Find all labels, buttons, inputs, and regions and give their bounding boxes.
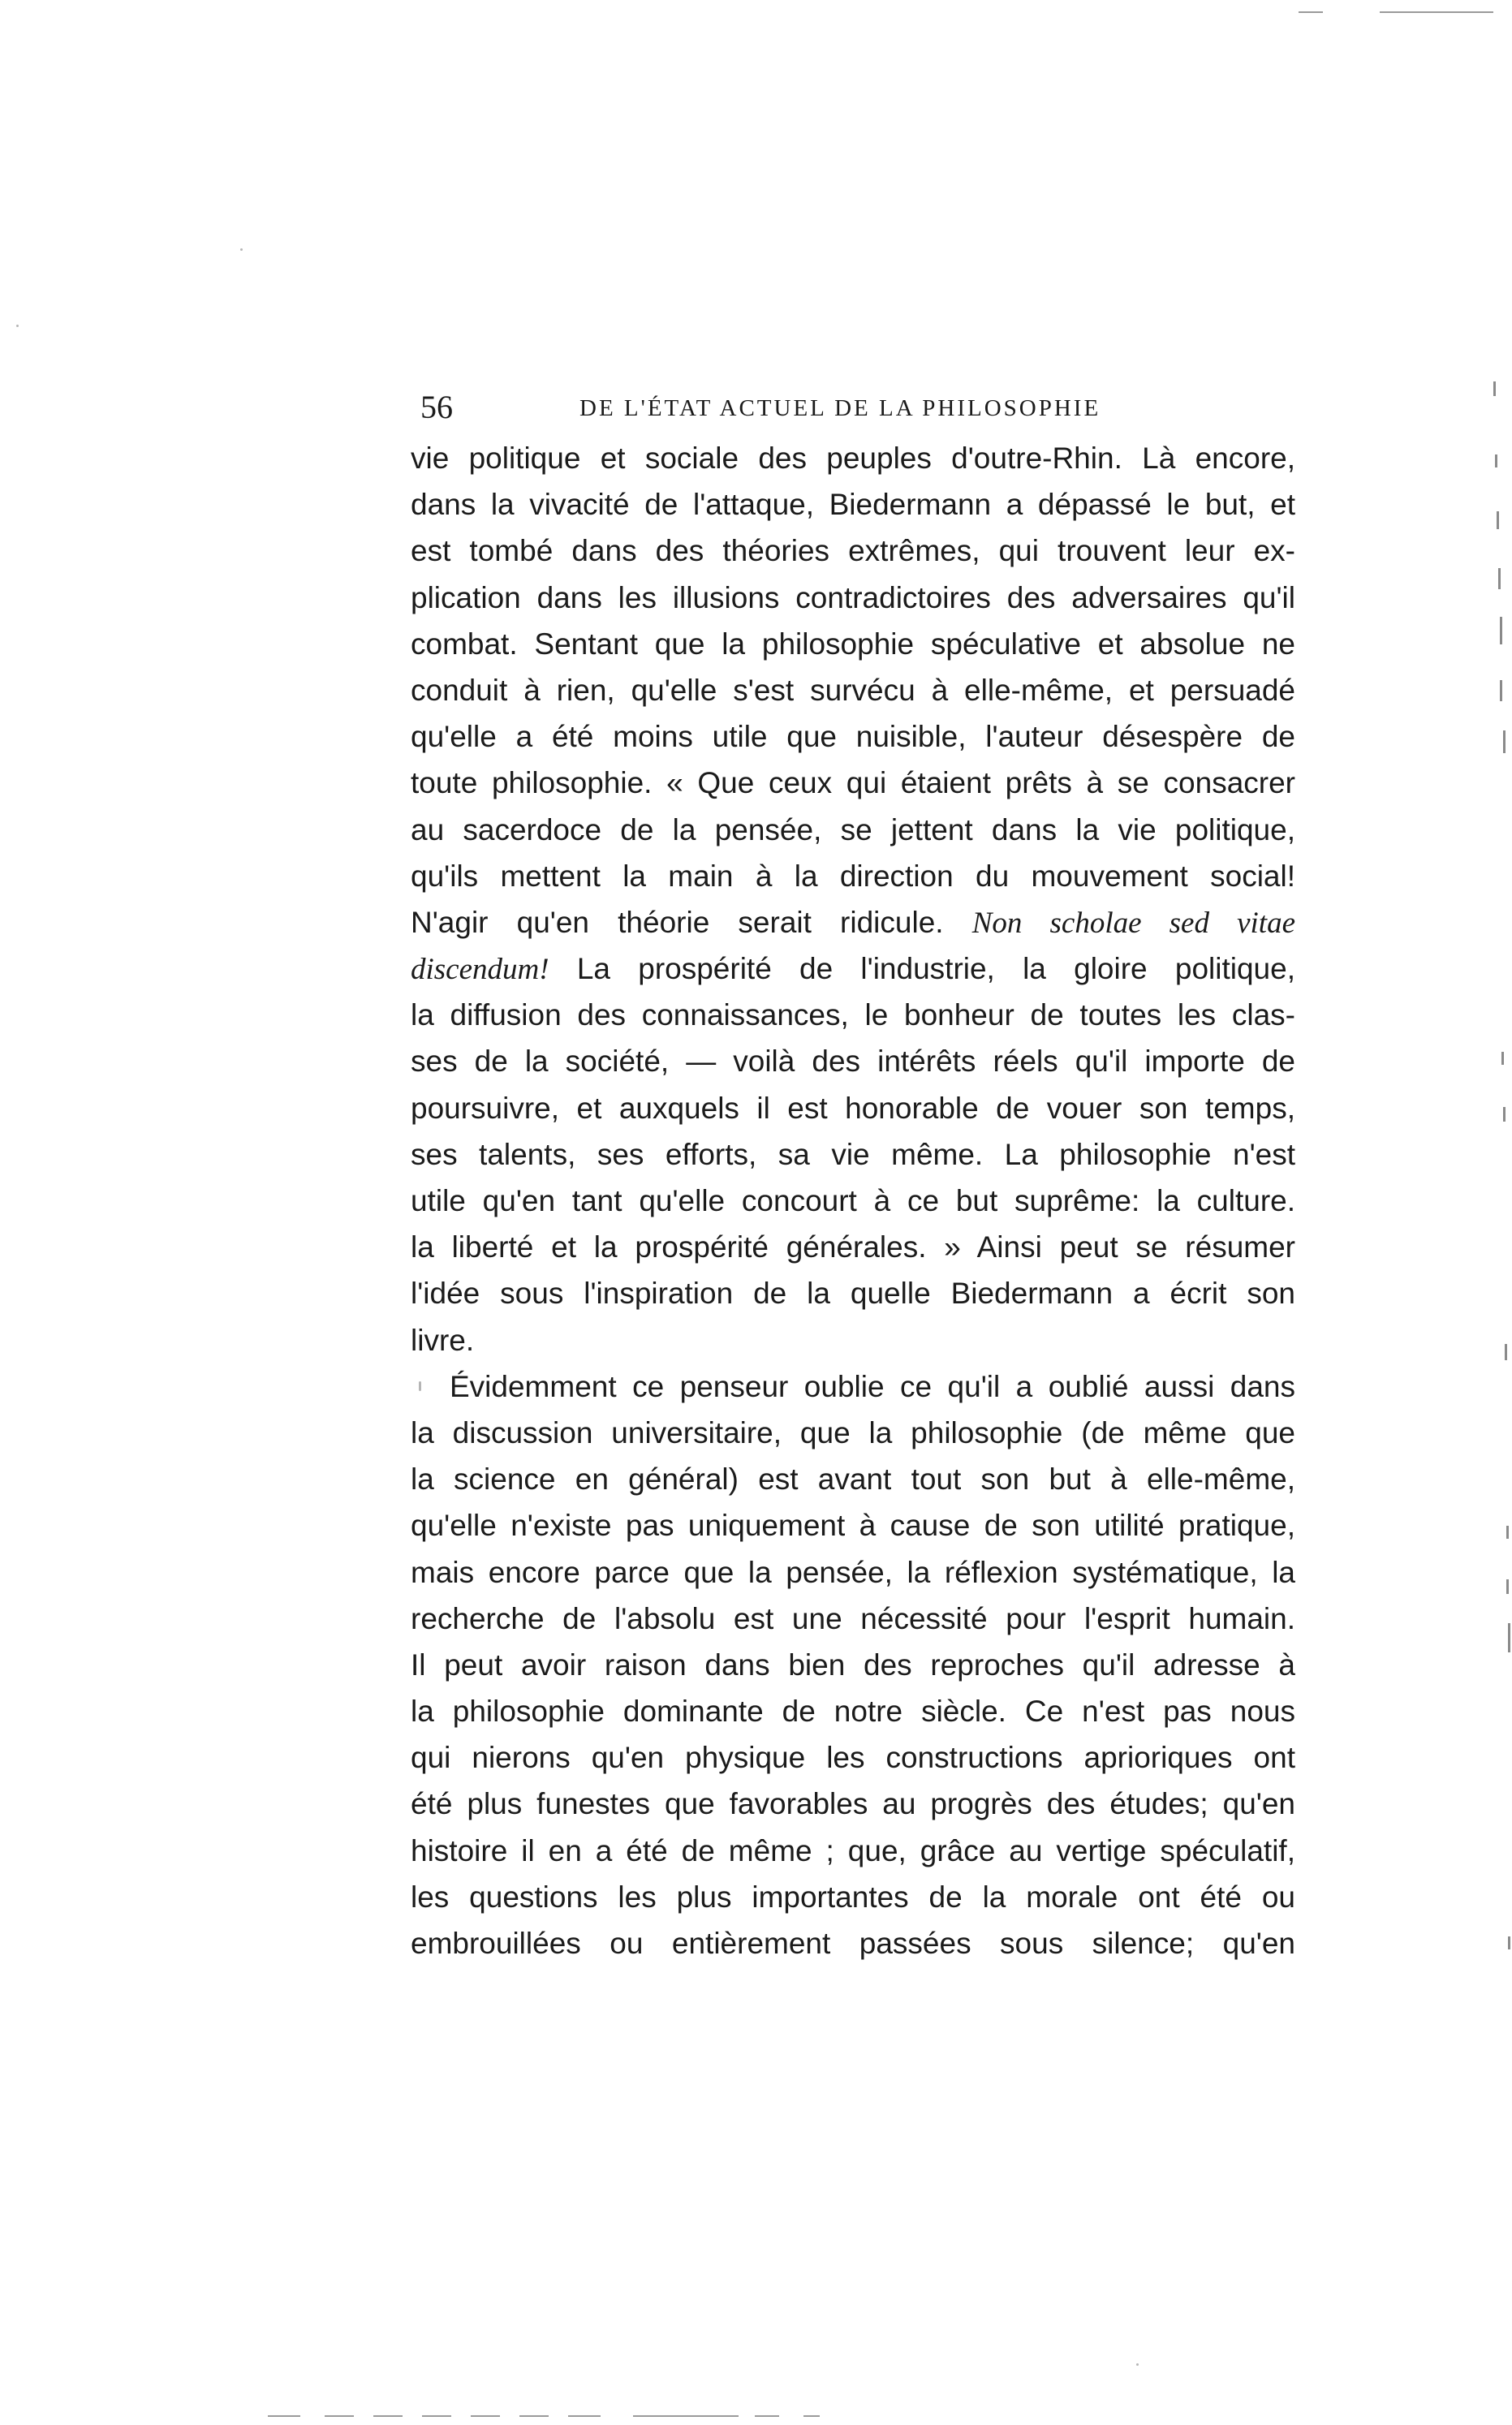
- text-line: histoire il en a été de même ; que, grâce au vertige spéculatif,: [411, 1833, 1295, 1867]
- text-line: toute philosophie. « Que ceux qui étaient prêts à se consacrer: [411, 766, 1295, 800]
- text-line: utile qu'en tant qu'elle concourt à ce but suprême: la culture.: [411, 1184, 1295, 1217]
- text-line: dans la vivacité de l'attaque, Biedermann a dépassé le but, et: [411, 488, 1295, 522]
- scan-edge-line: [471, 2415, 500, 2417]
- text-line: poursuivre, et auxquels il est honorable de vouer son temps,: [411, 1091, 1295, 1125]
- scan-margin-mark: [1508, 1936, 1510, 1949]
- scan-margin-mark: [1505, 1344, 1507, 1360]
- scan-edge-line: [1299, 11, 1323, 13]
- text-line: au sacerdoce de la pensée, se jettent dans la vie politique,: [411, 812, 1295, 846]
- scan-margin-mark: [1497, 511, 1499, 529]
- paragraph-start-line: Évidemment ce penseur oublie ce qu'il a oublié aussi dans: [450, 1369, 1295, 1403]
- paragraph-end-line: livre.: [411, 1323, 475, 1357]
- scan-edge-line: [422, 2415, 451, 2417]
- text-line: la philosophie dominante de notre siècle. Ce n'est pas nous: [411, 1695, 1295, 1729]
- text-line: vie politique et sociale des peuples d'outre-Rhin. Là encore,: [411, 441, 1295, 475]
- scan-margin-mark: [1500, 617, 1502, 644]
- text-line: mais encore parce que la pensée, la réflexion systématique, la: [411, 1555, 1295, 1589]
- text-line: est tombé dans des théories extrêmes, qui trouvent leur ex-: [411, 534, 1295, 568]
- scan-edge-line: [633, 2415, 739, 2417]
- text-line: qu'ils mettent la main à la direction du mouvement social!: [411, 859, 1295, 893]
- scan-margin-mark: [1498, 568, 1501, 589]
- text-line: l'idée sous l'inspiration de la quelle Biedermann a écrit son: [411, 1277, 1295, 1311]
- text-line: qu'elle n'existe pas uniquement à cause de son utilité pratique,: [411, 1509, 1295, 1543]
- scan-margin-mark: [1503, 730, 1506, 753]
- text-line-with-italic: [411, 945, 1295, 992]
- text-line: la liberté et la prospérité générales. » Ainsi peut se résumer: [411, 1230, 1295, 1264]
- scan-speck: [419, 1381, 421, 1391]
- scan-speck: [16, 325, 19, 327]
- page-header: [420, 383, 1297, 432]
- italic-phrase: Non scholae sed vitae: [971, 906, 1295, 940]
- page-number: 56: [420, 389, 453, 425]
- text-line: plication dans les illusions contradictoires des adversaires qu'il: [411, 580, 1295, 614]
- text-segment: N'agir qu'en théorie serait ridicule.: [411, 905, 944, 939]
- text-line: conduit à rien, qu'elle s'est survécu à elle-même, et persuadé: [411, 673, 1295, 707]
- scan-margin-mark: [1500, 680, 1502, 701]
- text-line: combat. Sentant que la philosophie spéculative et absolue ne: [411, 627, 1295, 661]
- text-line: Il peut avoir raison dans bien des reproches qu'il adresse à: [411, 1648, 1295, 1682]
- scan-speck: [240, 248, 243, 251]
- scan-margin-mark: [1506, 1526, 1509, 1539]
- text-line: la diffusion des connaissances, le bonheur de toutes les clas-: [411, 998, 1295, 1032]
- body-text: [411, 435, 1295, 1966]
- text-line: ses talents, ses efforts, sa vie même. La philosophie n'est: [411, 1137, 1295, 1171]
- scan-edge-line: [519, 2415, 549, 2417]
- running-title: DE L'ÉTAT ACTUEL DE LA PHILOSOPHIE: [579, 395, 1101, 421]
- scan-margin-mark: [1501, 1052, 1504, 1065]
- text-line: embrouillées ou entièrement passées sous silence; qu'en: [411, 1927, 1295, 1960]
- text-line: qui nierons qu'en physique les constructions aprioriques ont: [411, 1741, 1295, 1775]
- italic-phrase: discendum!: [411, 953, 549, 987]
- scan-margin-mark: [1495, 454, 1497, 467]
- scan-edge-line: [568, 2415, 601, 2417]
- text-line: les questions les plus importantes de la morale ont été ou: [411, 1880, 1295, 1914]
- scan-margin-mark: [1506, 1579, 1509, 1594]
- scan-edge-line: [755, 2415, 779, 2417]
- scan-speck: [1136, 2363, 1139, 2366]
- scan-edge-line: [268, 2415, 300, 2417]
- text-segment: La prospérité de l'industrie, la gloire politique,: [549, 952, 1295, 986]
- scan-edge-line: [1380, 11, 1493, 13]
- text-line: recherche de l'absolu est une nécessité pour l'esprit humain.: [411, 1601, 1295, 1635]
- text-line: la discussion universitaire, que la philosophie (de même que: [411, 1415, 1295, 1449]
- scan-edge-line: [325, 2415, 354, 2417]
- scan-edge-line: [373, 2415, 403, 2417]
- scan-margin-mark: [1508, 1623, 1510, 1652]
- text-line: qu'elle a été moins utile que nuisible, l'auteur désespère de: [411, 720, 1295, 754]
- text-line: la science en général) est avant tout son but à elle-même,: [411, 1462, 1295, 1497]
- text-line: ses de la société, — voilà des intérêts réels qu'il importe de: [411, 1045, 1295, 1079]
- scan-edge-line: [803, 2415, 820, 2417]
- text-line: été plus funestes que favorables au progrès des études; qu'en: [411, 1787, 1295, 1821]
- scan-margin-mark: [1503, 1107, 1506, 1122]
- scan-margin-mark: [1493, 381, 1496, 396]
- text-line-with-italic: [411, 899, 1295, 945]
